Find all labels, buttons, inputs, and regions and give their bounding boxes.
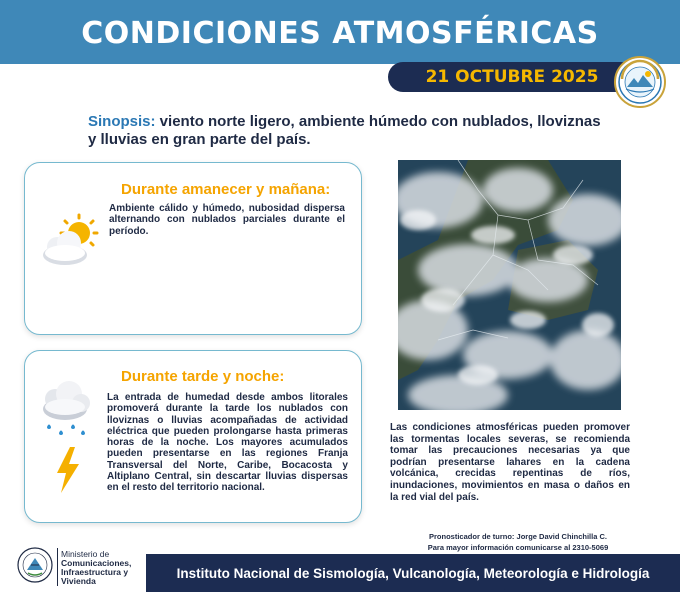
ministry-line-3: Infraestructura y [61, 567, 129, 577]
ministry-logo-block [8, 544, 144, 588]
ministry-divider [57, 548, 58, 586]
synopsis-label: Sinopsis: [88, 113, 156, 130]
synopsis-text: viento norte ligero, ambiente húmedo con nublados, lloviznas y lluvias en gran parte del país. [88, 113, 601, 148]
ministry-line-2: Comunicaciones, [61, 558, 132, 568]
guatemala-seal-icon [16, 546, 54, 584]
footer-bar [146, 554, 680, 592]
forecaster-info [402, 531, 634, 553]
date-badge [388, 62, 636, 92]
institute-name: Instituto Nacional de Sismología, Vulcanología, Meteorología e Hidrología [176, 565, 650, 581]
evening-card [24, 350, 362, 523]
date-text: 21 OCTUBRE 2025 [425, 67, 599, 87]
lightning-icon [55, 447, 81, 498]
ministry-line-1: Ministerio de [61, 549, 110, 559]
title-bar [0, 0, 680, 64]
partly-cloudy-sun-icon [35, 213, 107, 276]
warning-note: Las condiciones atmosféricas pueden promover las tormentas locales severas, se recomienda tomar las precauciones necesarias ya que podrían presentarse lahares en la cadena volcánica, crecidas repentinas de ríos, inundaciones, movimientos en masa o daños en la red vial del país. [390, 422, 630, 503]
satellite-image [398, 160, 621, 410]
page-title: CONDICIONES ATMOSFÉRICAS [81, 15, 599, 51]
insivumeh-seal-logo [614, 56, 666, 108]
contact-info: Para mayor información comunicarse al 2310-5069 [427, 543, 609, 552]
forecaster-name: Pronosticador de turno: Jorge David Chinchilla C. [429, 532, 607, 541]
evening-text: La entrada de humedad desde ambos litorales promoverá durante la tarde los nublados con lloviznas o lluvias acompañadas de actividad eléctrica que pueden prolongarse hasta primeras horas de la noche. Los mayores acumulados pueden presentarse en las regiones Franja Transversal del Norte, Caribe, Bocacosta y Altiplano Central, sin descartar lluvias dispersas en el resto del territorio nacional. [107, 392, 348, 494]
ministry-line-4: Vivienda [61, 576, 96, 586]
evening-heading: Durante tarde y noche: [121, 368, 285, 385]
morning-heading: Durante amanecer y mañana: [121, 181, 331, 198]
morning-card [24, 162, 362, 335]
synopsis [88, 113, 608, 149]
rain-cloud-icon [37, 377, 97, 446]
morning-text: Ambiente cálido y húmedo, nubosidad dispersa alternando con nublados parciales durante el período. [109, 203, 345, 237]
